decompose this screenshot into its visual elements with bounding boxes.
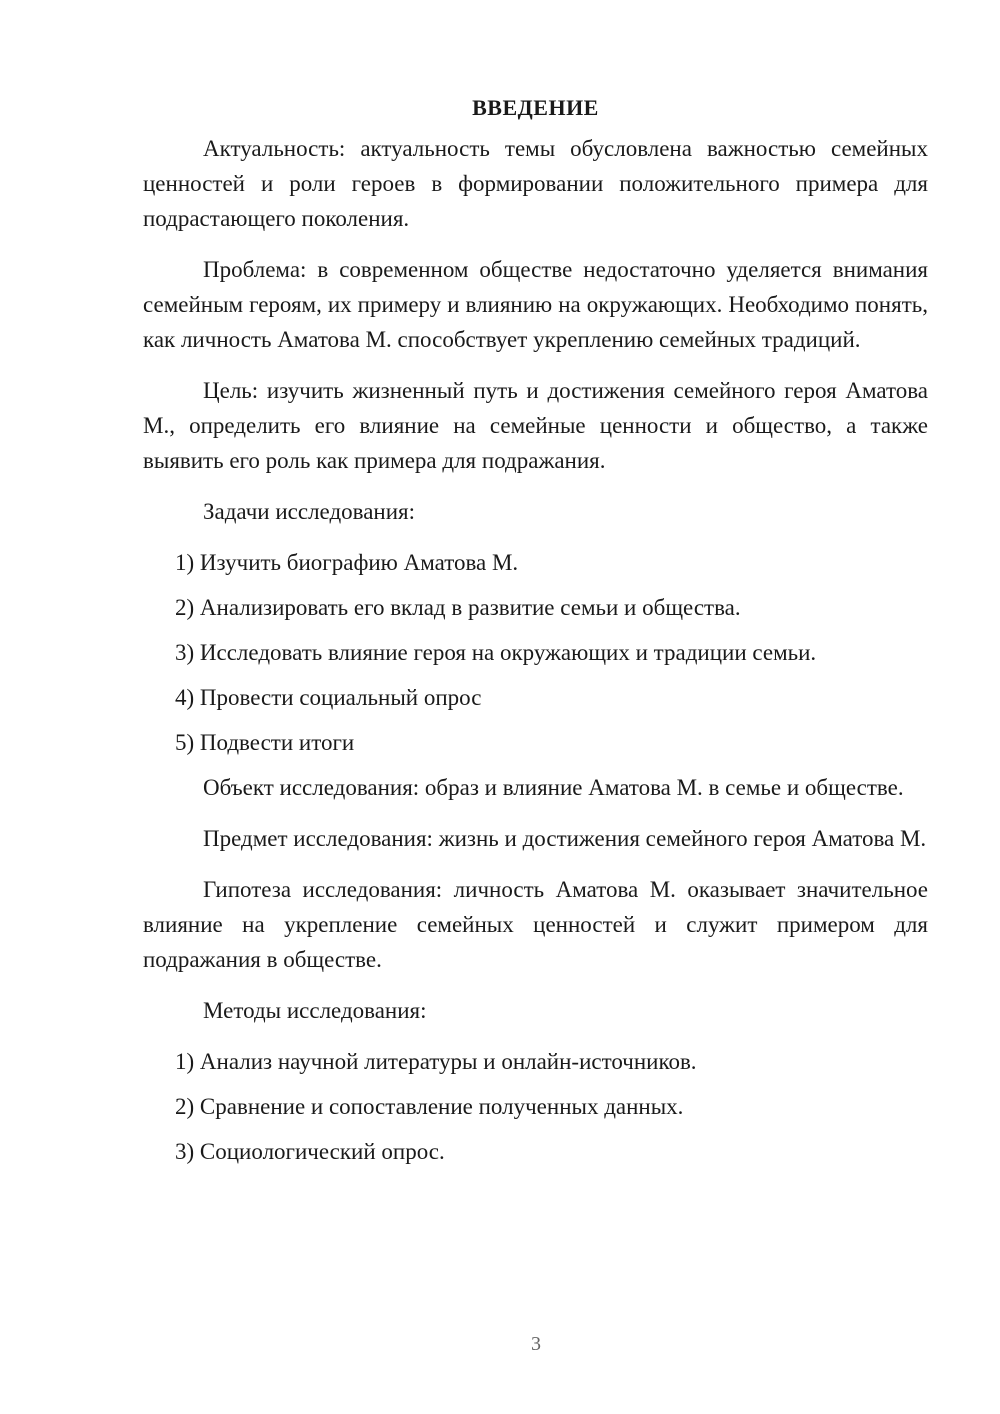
page-number: 3 [531,1333,541,1355]
subject-paragraph: Предмет исследования: жизнь и достижения семейного героя Аматова М. [203,826,927,851]
document-page [143,95,928,1179]
task-item: 1) Изучить биографию Аматова М. [175,550,519,575]
task-item: 2) Анализировать его вклад в развитие семьи и общества. [175,595,741,620]
task-item: 3) Исследовать влияние героя на окружающих и традиции семьи. [175,640,817,665]
methods-label: Методы исследования: [203,998,427,1023]
method-item: 2) Сравнение и сопоставление полученных данных. [175,1094,684,1119]
task-item: 5) Подвести итоги [175,730,355,755]
problem-paragraph: Проблема: в современном обществе недостаточно уделяется внимания семейным героям, их примеру и влиянию на окружающих. Необходимо понять, как личность Аматова М. способствует укреплению семейных традиций. [143,257,928,352]
object-paragraph: Объект исследования: образ и влияние Аматова М. в семье и обществе. [203,775,904,800]
section-heading: ВВЕДЕНИЕ [472,95,599,120]
tasks-label: Задачи исследования: [203,499,416,524]
goal-paragraph: Цель: изучить жизненный путь и достижения семейного героя Аматова М., определить его влияние на семейные ценности и общество, а также выявить его роль как примера для подражания. [143,378,928,473]
relevance-paragraph: Актуальность: актуальность темы обусловлена важностью семейных ценностей и роли героев в формировании положительного примера для подрастающего поколения. [143,136,928,231]
task-item: 4) Провести социальный опрос [175,685,482,710]
method-item: 3) Социологический опрос. [175,1139,445,1164]
hypothesis-paragraph: Гипотеза исследования: личность Аматова М. оказывает значительное влияние на укрепление семейных ценностей и служит примером для подражания в обществе. [143,877,928,972]
method-item: 1) Анализ научной литературы и онлайн-источников. [175,1049,697,1074]
